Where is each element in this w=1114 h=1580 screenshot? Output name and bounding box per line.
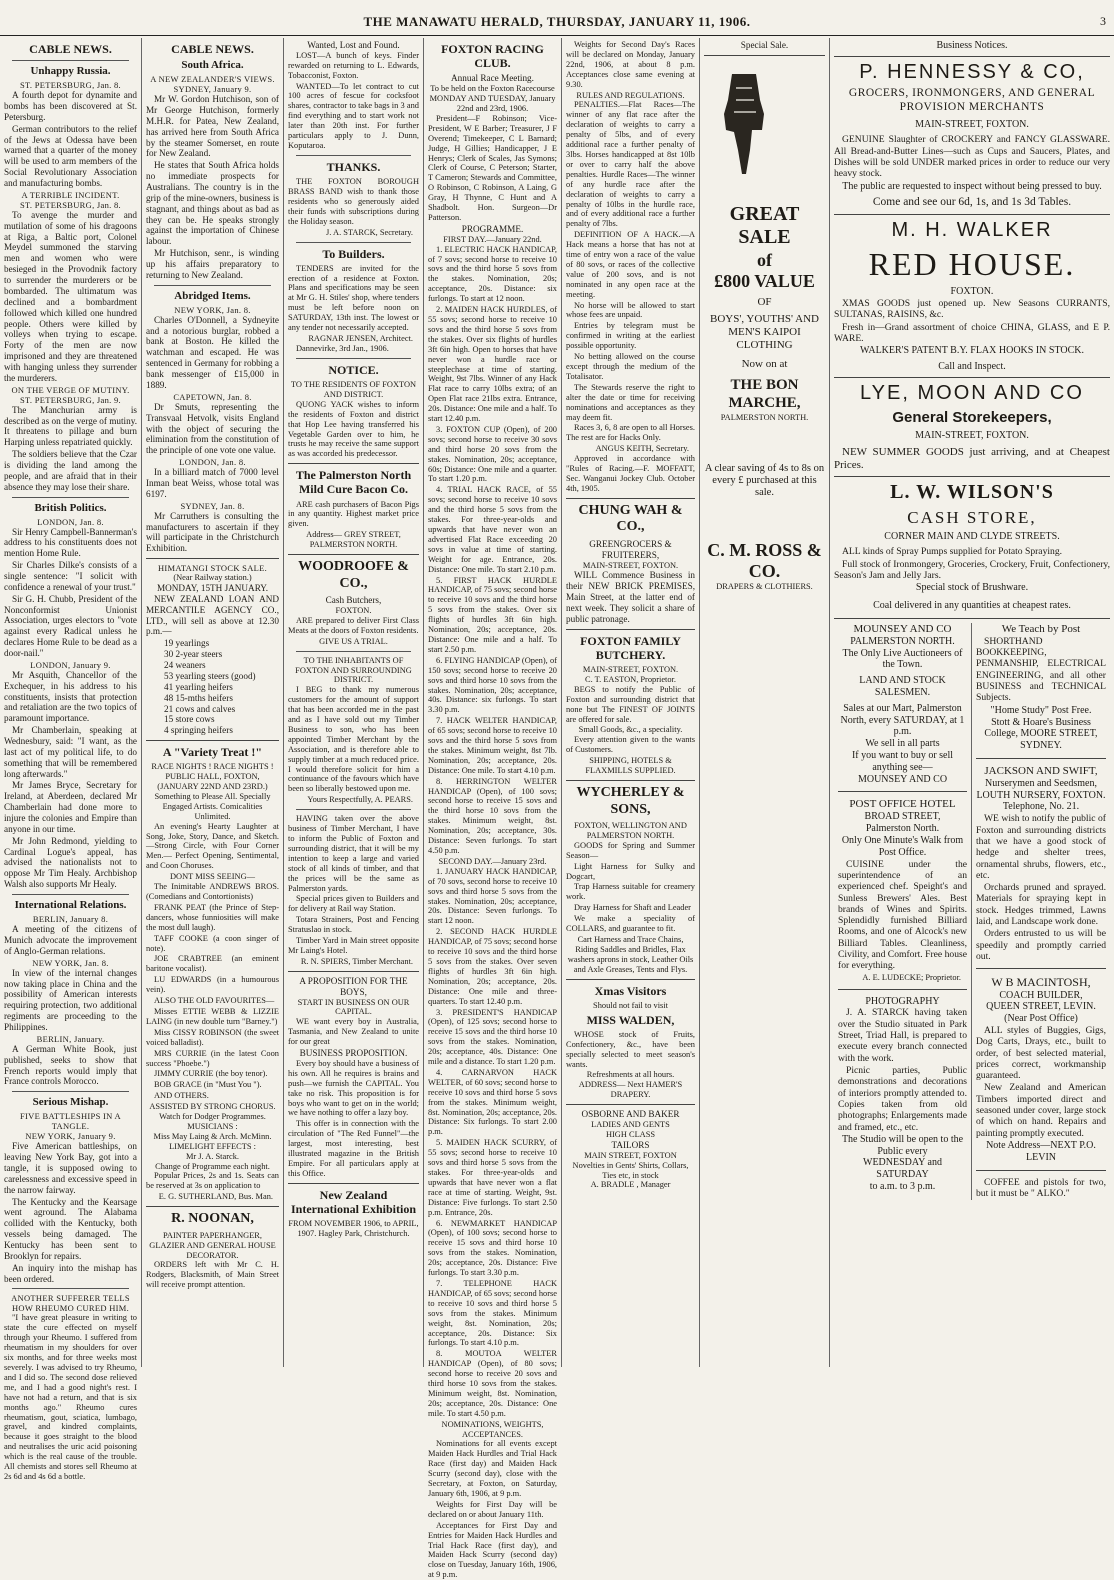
race-entry: 2. MAIDEN HACK HURDLES, of 55 sovs; second horse to receive 10 sovs and the third horse 5 sovs from the stakes. Over six flights of hurdles 3ft 6in high. Open to horses that have never won a hurdle race or steeplechase at time of starting. Weight, 9st 7lbs. Winner of any Hack Flat race to carry 10lbs extra; of an Open Flat race 21lbs extra. Entrance, 20s. Distance: One mile and a half. To start 12.40 p.m.	[428, 305, 557, 424]
article-paragraph: In a billiard match of 7000 level Inman beat Weiss, whose total was 6197.	[146, 467, 279, 499]
red-house: RED HOUSE.	[868, 245, 1076, 282]
article-paragraph: Charles O'Donnell, a Sydneyite and a notorious burglar, robbed a bank at Boston. He killed the watchman and escaped. He was sentenced in Germany for robbing a bank messenger of £15,000 in 1889.	[146, 314, 279, 390]
variety-text: MUSICIANS :	[187, 1121, 238, 1131]
wilson-text: ALL kinds of Spray Pumps supplied for Potato Spraying.	[842, 546, 1063, 558]
race-entry: 8. MOUTOA WELTER HANDICAP (Open), of 80 sovs; second horse to receive 20 sovs and third horse 10 sovs from the stakes. Minimum weight, 8st. Nomination, 20s; acceptance, 20s. Distance: One mile. To start 4.50 p.m.	[428, 1349, 557, 1418]
article-paragraph: A meeting of the citizens of Munich advocate the improvement of Anglo-German relations.	[4, 924, 137, 956]
lye-moon-heading: LYE, MOON AND CO	[860, 381, 1084, 404]
wycherley-text: Dray Harness for Shaft and Leader	[574, 903, 691, 913]
column-4	[424, 38, 562, 1580]
mounsey-signature: MOUNSEY AND CO	[857, 773, 948, 785]
page-columns	[0, 38, 1114, 1580]
dateline: NEW YORK, January 9.	[25, 1131, 116, 1142]
butchery-text: Small Goods, &c., a speciality.	[578, 725, 683, 735]
article-paragraph: The soldiers believe that the Czar is dividing the land among the people, and are afraid that in their absence they may lose their share.	[4, 449, 137, 492]
rules-text: PENALTIES.—Flat Races—The winner of any flat race after the declaration of weights to carry a penalty of 5lbs, and of every additional race a further penalty of 3lbs. Horses handicapped at 8st 10lb or over to carry half the above penalties. Hurdle Races—The winner of any hurdle race after the declaration of weights to carry a penalty of 10lbs in the hurdle race, and of every additional race a further penalty of 7lbs.	[566, 100, 695, 229]
sale-value: £800 VALUE	[714, 271, 815, 292]
mounsey-text: LAND AND STOCK SALESMEN.	[859, 675, 946, 699]
variety-dates: (JANUARY 22ND AND 23RD.)	[157, 782, 268, 792]
left-ads	[834, 623, 972, 1200]
race-entry: 6. NEWMARKET HANDICAP (Open), of 100 sovs; second horse to receive 15 sovs and third horse 10 sovs from the stakes. Nomination, 20s; acceptance, 20s. Distance: Five furlongs. To start 3.30 p.m.	[428, 1218, 557, 1278]
dateline: LONDON, January 9.	[30, 659, 111, 670]
macintosh-text: New Zealand and American Timbers imported direct and seasoned under cover, large stock of which on hand. Repairs and painting promptly executed.	[976, 1082, 1106, 1139]
teach-text: Stott & Hoare's Business College, MOORE STREET, SYDNEY.	[984, 716, 1098, 752]
rules-text: Entries by telegram must be confirmed in writing at the earliest possible opportunity.	[566, 321, 695, 351]
lye-moon-sub: General Storekeepers,	[892, 408, 1052, 426]
boys-text: Every boy should have a business of his own. All he requires is brains and push—we furnish the CAPITAL. You take no risk. This proposition is for boys who want to get on in the world; we have nothing to offer a lazy boy.	[288, 1058, 419, 1118]
race-entry: 8. HERRINGTON WELTER HANDICAP (Open), of 100 sovs; second horse to receive 15 sovs and the third horse 10 sovs from the stakes. Minimum weight, 8st. Nomination, 20s; acceptance, 30s. Distance: Seven furlongs. To start 4.50 p.m.	[428, 776, 557, 855]
variety-text: Something to Please All. Specially Engaged Artists. Comicalities Unlimited.	[154, 791, 271, 821]
article-paragraph: Mr W. Gordon Hutchison, son of Mr George Hutchison, formerly M.H.R. for Patea, New Zealand, has arrived here from South Africa by the steamer Somerset, en route for New Zealand.	[146, 94, 279, 159]
variety-text: Miss CISSY ROBINSON (the sweet voiced balladist).	[146, 1027, 279, 1047]
unhappy-russia-heading: Unhappy Russia.	[30, 65, 111, 78]
rules-heading: RULES AND REGULATIONS.	[576, 90, 685, 100]
race-entry: 6. FLYING HANDICAP (Open), of 150 sovs; second horse to receive 20 sovs and third horse 10 sovs from the stakes. Nomination, 20s; acceptance, 40s. Distance: six furlongs. To start 3.30 p.m.	[428, 655, 557, 715]
rules-text: DEFINITION OF A HACK.—A Hack means a horse that has not at time of entry won a race of the value of 80 sovs, or races of the collective value of 200 sovs, and is not nominated in any open race at the meeting.	[566, 230, 695, 299]
teach-text: "Home Study" Post Free.	[990, 704, 1092, 716]
article-paragraph: Five American battleships, on leaving New York Bay, got into a tangle, it is supposed owing to carelessness and excessive speed in the narrow fairway.	[4, 1141, 137, 1195]
mounsey-text: The Only Live Auctioneers of the Town.	[842, 647, 963, 671]
walker-text: Call and Inspect.	[938, 361, 1006, 373]
business-notices-label: Business Notices.	[936, 40, 1008, 51]
rheumo-ad-heading: ANOTHER SUFFERER TELLS HOW RHEUMO CURED HIM.	[11, 1293, 130, 1314]
race-nights: RACE NIGHTS ! RACE NIGHTS !	[151, 762, 274, 772]
photography-text: Picnic parties, Public demonstrations and decorations of interiors promptly attended to. Copies taken from old photographs; Enlargements made and framed, etc., etc.	[838, 1064, 967, 1133]
variety-text: ASSISTED BY STRONG CHORUS.	[149, 1102, 276, 1112]
stock-item: 48 15-mths heifers	[164, 692, 233, 703]
variety-treat-heading: A "Variety Treat !"	[162, 745, 263, 760]
hennessy-sub: GROCERS, IRONMONGERS, AND GENERAL PROVISION MERCHANTS	[848, 87, 1096, 113]
second-day: SECOND DAY.—January 23rd.	[438, 856, 547, 866]
article-paragraph: The Kentucky and the Kearsage went aground. The Alabama collided with the Kentucky, both vessels being damaged. The Kentucky has been sent to Brooklyn for repairs.	[4, 1196, 137, 1261]
butchery-text: Every attention given to the wants of Customers.	[566, 735, 695, 755]
butchery-heading: FOXTON FAMILY BUTCHERY.	[580, 633, 681, 662]
dateline: SYDNEY, Jan. 8.	[180, 500, 245, 511]
sale-description: BOYS', YOUTHS' AND MEN'S KAIPOI CLOTHING	[710, 313, 819, 352]
osborne-text: Novelties in Gents' Shirts, Collars, Ties etc, in stock	[572, 1160, 689, 1180]
article-paragraph: Sir Henry Campbell-Bannerman's address to his constituents does not mention Home Rule.	[4, 526, 137, 559]
programme-heading: PROGRAMME.	[461, 223, 524, 234]
race-entry: 7. HACK WELTER HANDICAP, of 65 sovs; second horse to receive 10 sovs and the third horse 5 sovs from the stakes. Minimum weight, 8st 7lb. Nomination, 20s; acceptance, 20s. Distance: One mile. To start 4.10 p.m.	[428, 716, 557, 775]
thanks-signature: J. A. STARCK, Secretary.	[326, 227, 413, 237]
stock-sale-sub: (Near Railway station.)	[173, 573, 252, 583]
exhibition-text: FROM NOVEMBER 1906, to APRIL, 1907. Hagley Park, Christchurch.	[288, 1219, 419, 1238]
wanted-heading: Wanted, Lost and Found.	[307, 40, 400, 50]
stock-item: 15 store cows	[164, 714, 215, 725]
rules-text: No betting allowed on the course except through the medium of the Totalisator.	[566, 352, 695, 381]
jackson-swift-text: Orchards pruned and sprayed. Materials for spraying kept in stock. Hedges trimmed, Lawns laid, and Landscape work done.	[976, 882, 1106, 928]
variety-text: Mr J. A. Starck.	[185, 1151, 240, 1161]
masthead	[0, 0, 1114, 36]
builders-text: TENDERS are invited for the erection of a residence at Foxton. Plans and specifications may be seen at Mr G. H. Stiles' shop, where tenders must be left before noon on SATURDAY, 13th inst. The lowest or any tender not necessarily accepted.	[288, 263, 419, 333]
stock-sale-heading: HIMATANGI STOCK SALE.	[157, 563, 268, 574]
exhibition-heading: New Zealand International Exhibition	[290, 1187, 417, 1216]
sale-saving: A clear saving of 4s to 8s on every £ purchased at this sale.	[704, 462, 825, 499]
miss-walden: MISS WALDEN,	[586, 1012, 675, 1027]
thanks-heading: THANKS.	[326, 159, 381, 174]
inhabitants-text: I BEG to thank my numerous customers for the amount of support that has been accorded me in the past and as I have sold out my Timber Business to son, who has been appointed Timber Merchant by the Association, and is therefore able to supply timber at a much reduced price. I would therefore solicit for him a continuance of the favours which have been so liberally bestowed upon me.	[288, 685, 419, 794]
race-entry: 3. PRESIDENT'S HANDICAP (Open), of 125 sovs; second horse to receive 15 sovs and the third horse 10 sovs from the stakes. Nomination, 20s; acceptance, 40s. Distance: One mile and a distance. To start 1.20 p.m.	[428, 1007, 557, 1067]
variety-text: Miss May Laing & Arch. McMinn.	[153, 1131, 272, 1141]
two-column-ads	[834, 623, 1110, 1200]
variety-text: An evening's Hearty Laughter at Song, Joke, Story, Dance, and Sketch.—Strong Circle, with Four Corner Men.— Perfect Opening, Sentimental, and Coon Choruses.	[146, 821, 279, 871]
post-office-signature: A. E. LUDECKE; Proprietor.	[862, 972, 961, 982]
race-entry: 7. TELEPHONE HACK HANDICAP, of 65 sovs; second horse to receive 10 sovs and third horse 5 sovs from the stakes. Minimum weight, 8st. Nomination, 20s; acceptance, 20s. Distance: Six furlongs. To start 4.10 p.m.	[428, 1278, 557, 1348]
osborne-signature: A. BRADLE , Manager	[590, 1180, 671, 1190]
jackson-swift-phone: Telephone, No. 21.	[1002, 801, 1080, 813]
teach-heading: We Teach by Post	[1001, 622, 1081, 635]
palmerston-north: PALMERSTON NORTH.	[720, 412, 809, 422]
jackson-swift-sub: Nurserymen and Seedsmen,	[985, 777, 1097, 789]
photography-days: WEDNESDAY and SATURDAY	[863, 1157, 942, 1181]
mounsey-sub: PALMERSTON NORTH.	[850, 635, 955, 647]
hennessy-street: MAIN-STREET, FOXTON.	[915, 118, 1029, 130]
variety-text: FRANK PEAT (the Prince of Step-dancers, whose funniosities will make the most dull laugh).	[146, 902, 279, 932]
photography-heading: PHOTOGRAPHY	[865, 995, 940, 1007]
dateline: BERLIN, January 8.	[32, 914, 109, 925]
sale-of: OF	[757, 296, 772, 309]
stock-item: 19 yearlings	[164, 638, 210, 649]
article-paragraph: Mr James Bryce, Secretary for Ireland, at Aberdeen, declared Mr Chamberlain had done more to injure the colonies and Empire than anyone in our time.	[4, 780, 137, 834]
british-politics-heading: British Politics.	[34, 501, 107, 514]
article-paragraph: Sir G. H. Chubb, President of the Nonconformist Unionist Association, urges electors to "vote against every Radical unless he declares Home Rule to be dead as a door-nail."	[4, 593, 137, 658]
article-paragraph: Mr Hutchison, senr., is winding up his affairs preparatory to returning to New Zealand.	[146, 248, 279, 280]
hennessy-heading: P. HENNESSY & CO,	[859, 60, 1085, 83]
stock-sale-date: MONDAY, 15TH JANUARY.	[156, 583, 269, 594]
wycherley-text: We make a speciality of COLLARS, and guarantee to fit.	[566, 914, 695, 934]
rheumo-ad-text: "I have great pleasure in writing to state the cure effected on myself through your Rheumo. I suffered from rheumatism in my shoulders for over six months, and for three weeks most severely. I was advised to try Rheumo, and I did so. The second dose relieved me, and I had a good night's rest. I have not had a return, and that is six months ago." Rheumo cures rheumatism, gout, sciatica, lumbago, gravel, and kindred complaints, because it goes straight to the blood and neutralises the uric acid poisoning which is the real cause of the trouble. All chemists and stores sell Rheumo at 2s 6d and 4s 6d a bottle.	[4, 1313, 137, 1481]
macintosh-address: Note Address—NEXT P.O. LEVIN	[986, 1140, 1096, 1163]
mounsey-text: If you want to buy or sell anything see—	[851, 750, 954, 773]
photography-text: The Studio will be open to the Public every	[841, 1133, 964, 1157]
stock-sale-text: NEW ZEALAND LOAN AND MERCANTILE AGENCY CO., LTD., will sell as above at 12.30 p.m.—	[146, 593, 279, 637]
macintosh-street: QUEEN STREET, LEVIN.	[986, 1001, 1096, 1013]
post-office-text: Only One Minute's Walk from Post Office.	[841, 834, 964, 858]
cable-news-heading-2: CABLE NEWS.	[171, 42, 254, 56]
walker-town: FOXTON.	[950, 286, 994, 298]
wycherley-heading: WYCHERLEY & SONS,	[576, 785, 685, 817]
builders-signature: RAGNAR JENSEN, Architect.	[308, 334, 413, 344]
rules-text: Approved in accordance with "Rules of Racing.—F. MOFFATT, Sec. Wanganui Jockey Club. October 4th, 1905.	[566, 454, 695, 493]
hennessy-text: GENUINE Slaughter of CROCKERY and FANCY GLASSWARE. All Bread-and-Butter Lines—such as Cups and Saucers, Plates, and Dishes will be sold UNDER marked prices in order to reduce our very heavy stock.	[834, 134, 1110, 180]
newspaper-title: THE MANAWATU HERALD, THURSDAY, JANUARY 11, 1906.	[363, 14, 751, 29]
chung-wah-street: MAIN-STREET, FOXTON.	[582, 560, 679, 570]
teach-text: SHORTHAND BOOKKEEPING, PENMANSHIP, ELECTRICAL ENGINEERING, and all other BUSINESS and TECHNICAL Subjects.	[976, 635, 1106, 704]
lost-notice: LOST—A bunch of keys. Finder rewarded on returning to L. Edwards, Tobacconist, Foxton.	[288, 50, 419, 80]
jackson-swift-heading: JACKSON AND SWIFT,	[984, 764, 1098, 777]
dateline: NEW YORK, Jan. 8.	[174, 304, 251, 315]
wycherley-sub: FOXTON, WELLINGTON AND PALMERSTON NORTH.	[574, 821, 687, 840]
woodroofe-text: ARE prepared to deliver First Class Meats at the doors of Foxton residents.	[288, 615, 419, 635]
article-paragraph: In view of the internal changes now taking place in China and the possibility of American interests requiring protection, two additional regiments are proceeding to the Philippines.	[4, 967, 137, 1032]
public-hall: PUBLIC HALL, FOXTON,	[165, 772, 260, 782]
dateline: ST. PETERSBURG, Jan. 9.	[20, 394, 121, 405]
article-paragraph: Mr John Redmond, yielding to Cardinal Logue's appeal, has advised the nationalists not to oppose Mr Tim Healy. Archbishop Walsh also supports Mr Healy.	[4, 835, 137, 890]
variety-text: DONT MISS SEEING—	[170, 872, 255, 882]
bacon-address: Address— GREY STREET, PALMERSTON NORTH.	[306, 530, 401, 550]
dateline: BERLIN, January.	[36, 1033, 105, 1044]
boys-heading: A PROPOSITION FOR THE BOYS,	[299, 975, 408, 997]
timber-signature: R. N. SPIERS, Timber Merchant.	[300, 956, 413, 966]
race-entry: 4. CARNARVON HACK WELTER, of 60 sovs; second horse to receive 10 sovs and third horse 5 sovs from the stakes. Minimum weight, 8st. Nomination, 20s; acceptance, 20s. Distance: Six furlongs. To start 2.00 p.m.	[428, 1067, 557, 1137]
column-1	[0, 38, 142, 1481]
racing-club-heading: FOXTON RACING CLUB.	[441, 42, 544, 71]
serious-mishap-heading: Serious Mishap.	[32, 1096, 109, 1109]
bacon-text: ARE cash purchasers of Bacon Pigs in any quantity. Highest market price given.	[288, 499, 419, 529]
jackson-swift-text: WE wish to notify the public of Foxton and surrounding districts that we have a good stock of hedge and shelter trees, ornamental shrubs, flowers, etc., etc.	[976, 813, 1106, 881]
variety-text: JOE CRABTREE (an eminent baritone vocalist).	[146, 954, 279, 974]
pointing-hand-icon	[704, 70, 784, 180]
variety-text: ALSO THE OLD FAVOURITES—	[154, 996, 275, 1006]
woodroofe-trial: GIVE US A TRIAL.	[319, 636, 388, 646]
race-entry: 5. MAIDEN HACK SCURRY, of 55 sovs; second horse to receive 10 sovs and third horse 5 sovs from the stakes. For three-year-olds and upwards that have never won a flat race at time of starting. Weight, 9st. Distance: Five furlongs. To start 2.50 p.m. Entrance, 20s.	[428, 1138, 557, 1217]
mounsey-heading: MOUNSEY AND CO	[853, 622, 952, 635]
lye-moon-street: MAIN-STREET, FOXTON.	[915, 430, 1029, 442]
woodroofe-heading: WOODROOFE & CO.,	[298, 559, 409, 591]
great-sale: GREAT SALE	[729, 202, 800, 249]
business-proposition: BUSINESS PROPOSITION.	[299, 1048, 408, 1059]
coffee-text: COFFEE and pistols for two, but it must be " ALKO."	[976, 1176, 1106, 1199]
nominations-text: Weights for First Day will be declared on or about January 11th.	[428, 1499, 557, 1519]
great-sale-of: of	[757, 249, 772, 270]
article-paragraph: A fourth depot for dynamite and bombs has been discovered at St. Petersburg.	[4, 90, 137, 122]
rules-text: Races 3, 6, 8 are open to all Horses. The rest are for Hacks Only.	[566, 423, 695, 443]
abridged-items-heading: Abridged Items.	[174, 289, 251, 302]
article-paragraph: Mr Asquith, Chancellor of the Exchequer, in his address to his constituents, insists that protection and retaliation are the two topics of paramount importance.	[4, 669, 137, 724]
column-6	[700, 38, 830, 1367]
racing-text: To be held on the Foxton Racecourse	[430, 84, 555, 94]
ross-heading: C. M. ROSS & CO.	[707, 539, 822, 581]
inhabitants-heading: TO THE INHABITANTS OF FOXTON AND SURROUNDING DISTRICT.	[295, 655, 412, 685]
osborne-sub: HIGH CLASS	[605, 1129, 656, 1139]
variety-text: BOB GRACE (in "Must You ").	[154, 1080, 262, 1090]
stock-item: 53 yearling steers (good)	[164, 670, 256, 681]
wycherley-text: GOODS for Spring and Summer Season—	[566, 840, 695, 860]
variety-text: Change of Programme each night.	[155, 1161, 270, 1171]
wilson-text: Full stock of Ironmongery, Groceries, Crockery, Fruit, Confectionery, Season's Jam and Jelly Jars.	[834, 558, 1110, 581]
butchery-street: MAIN-STREET, FOXTON.	[582, 665, 679, 675]
article-paragraph: To avenge the murder and mutilation of some of his dragoons at Riga, a Baltic port, Colonel Meydel summoned the starving men and women who were besieged in the Provodnik factory to surrender the murderers or be bombarded. The ultimatum was declined and a bombardment followed which killed one hundred people. Others were killed by volleys when trying to escape. Forty of the men are now imprisoned and they are threatened with hanging unless they surrender the murderers.	[4, 209, 137, 383]
racing-sub: Annual Race Meeting.	[451, 73, 534, 84]
photography-hours: to a.m. to 3 p.m.	[869, 1181, 936, 1193]
dateline: NEW YORK, Jan. 8.	[32, 957, 109, 968]
subhead: A NEW ZEALANDER'S VIEWS.	[150, 74, 275, 85]
wilson-coal: Coal delivered in any quantities at cheapest rates.	[873, 600, 1071, 612]
walker-text: XMAS GOODS just opened up. New Seasons CURRANTS, SULTANAS, RAISINS, &c.	[834, 298, 1110, 321]
variety-text: The Inimitable ANDREWS BROS. (Comedians and Contortionists)	[146, 882, 279, 902]
macintosh-heading: W B MACINTOSH,	[991, 975, 1091, 990]
stock-item: 24 weaners	[164, 660, 206, 671]
boys-sub: START IN BUSINESS ON OUR CAPITAL.	[297, 997, 410, 1017]
variety-text: LU EDWARDS (in a humourous vein).	[146, 975, 279, 995]
subhead: FIVE BATTLESHIPS IN A TANGLE.	[20, 1111, 121, 1132]
dateline: ST. PETERSBURG, Jan. 8.	[20, 199, 121, 210]
xmas-address: ADDRESS— Next HAMER'S DRAPERY.	[578, 1080, 683, 1100]
butchery-proprietor: C. T. EASTON, Proprietor.	[585, 674, 676, 684]
post-office-town: Palmerston North.	[865, 823, 940, 835]
timber-text: Special prices given to Builders and for delivery at Rail way Station.	[288, 894, 419, 914]
wilson-heading: L. W. WILSON'S	[890, 480, 1054, 503]
butchery-text: BEGS to notify the Public of Foxton and surrounding district that none but The FINEST OF JOINTS are offered for sale.	[566, 684, 695, 724]
weights-text: Weights for Second Day's Races will be declared on Monday, January 22nd, 1906, at about 8 p.m. Acceptances close same evening at 9.30.	[566, 40, 695, 89]
walker-text: Fresh in—Grand assortment of choice CHINA, GLASS, and E P. WARE.	[834, 321, 1110, 344]
macintosh-street: (Near Post Office)	[1004, 1013, 1078, 1025]
chung-wah-text: WILL Commence Business in their NEW BRICK PREMISES, Main Street, at the latter end of next week. They solicit a share of public patronage.	[566, 570, 695, 624]
wilson-text: Special stock of Brushware.	[915, 582, 1029, 594]
racing-officials: President—F Robinson; Vice-President, W E Barber; Treasurer, J F Overend; Timekeeper, C L Barnard; Judge, H Gillies; Handicapper, J E Henrys; Clerk of Scales, Jas Symons; Clerk of Course, C Peterson; Starter, T Cameron; Stewards and Committee, O Robinson, C Robinson, A Laing, G Gray, H Thynne, C Hunt and A Shadbolt. Hon. Surgeon—Dr Patterson.	[428, 113, 557, 222]
osborne-sub: TAILORS	[611, 1139, 650, 1150]
article-paragraph: Mr Carruthers is consulting the manufacturers to ascertain if they will participate in the Christchurch Exhibition.	[146, 510, 279, 554]
race-entry: 2. SECOND HACK HURDLE HANDICAP, of 75 sovs; second horse to receive 10 sovs and the third horse 5 sovs from the stakes. Over seven flights of hurdles 3ft 6in high. Nomination, 20s; acceptance, 20s. Distance: One mile and three-quarters. To start 12.40 p.m.	[428, 927, 557, 1006]
xmas-sub: Should not fail to visit	[593, 1000, 668, 1010]
dateline: CAPETOWN, Jan. 8.	[173, 391, 252, 402]
photography-text: J. A. STARCK having taken over the Studio situated in Park Street, Triad Hall, is prepared to execute every branch connected with the work.	[838, 1007, 967, 1064]
wilson-street: CORNER MAIN AND CLYDE STREETS.	[884, 530, 1060, 542]
post-office-hotel-heading: POST OFFICE HOTEL	[849, 798, 956, 811]
page-number: 3	[1100, 14, 1106, 28]
stock-item: 41 yearling heifers	[164, 681, 233, 692]
xmas-text: Refreshments at all hours.	[586, 1070, 675, 1080]
noonan-text: ORDERS left with Mr C. H. Rodgers, Blacksmith, of Main Street will receive prompt attention.	[146, 1260, 279, 1290]
right-ads	[972, 623, 1110, 1200]
article-paragraph: Mr Chamberlain, speaking at Wednesbury, said: "I want, as the last act of my political life, to do something that will be remembered long afterwards."	[4, 725, 137, 779]
variety-text: AND OTHERS.	[154, 1091, 209, 1101]
bacon-heading: The Palmerston North Mild Cure Bacon Co.	[295, 468, 412, 497]
boys-text: This offer is in connection with the circulation of "The Red Funnel"—the largest, most interesting, best illustrated magazine in the British Empire. For all particulars apply at this Office.	[288, 1119, 419, 1178]
variety-text: JIMMY CURRIE (the boy tenor).	[154, 1069, 268, 1079]
wycherley-text: Cart Harness and Trace Chains, Riding Saddles and Bridles, Flax washers aprons in stock, Leather Oils and Axle Greases, Tents and Flys.	[567, 935, 694, 974]
cable-news-heading: CABLE NEWS.	[29, 42, 112, 56]
post-office-street: BROAD STREET,	[864, 811, 941, 823]
lye-moon-text: NEW SUMMER GOODS just arriving, and at Cheapest Prices.	[834, 445, 1110, 471]
hennessy-tables: Come and see our 6d, 1s, and 1s 3d Tables.	[872, 196, 1072, 209]
south-africa-heading: South Africa.	[181, 59, 244, 72]
dateline: LONDON, Jan. 8.	[179, 457, 246, 468]
builders-heading: To Builders.	[322, 246, 385, 261]
variety-text: MRS CURRIE (in the latest Coon success "Phoebe.")	[146, 1048, 279, 1068]
column-5	[562, 38, 700, 1367]
variety-text: TAFF COOKE (a coon singer of note).	[146, 933, 279, 953]
butchery-text: SHIPPING, HOTELS & FLAXMILLS SUPPLIED.	[585, 756, 676, 776]
notice-sub: TO THE RESIDENTS OF FOXTON AND DISTRICT.	[290, 379, 417, 399]
race-entry: 3. FOXTON CUP (Open), of 200 sovs; second horse to receive 30 sovs and third horse 20 sovs from the stakes. Nomination, 20s; acceptance, 60s; Distance: One mile and a quarter. To start 1.20 p.m.	[428, 424, 557, 484]
article-paragraph: The Manchurian army is described as on the verge of mutiny. It threatens to pillage and burn Harping unless repatriated quickly.	[4, 404, 137, 448]
stock-item: 30 2-year steers	[164, 649, 223, 660]
article-paragraph: German contributors to the relief of the Jews at Odessa have been warned that a quarter of the money will be used to arm members of the Social Revolutionary Association and manufacturing bombs.	[4, 123, 137, 189]
nominations-heading: NOMINATIONS, WEIGHTS, ACCEPTANCES.	[441, 1419, 544, 1439]
nominations-text: Nominations for all events except Maiden Hack Hurdles and Trial Hack Race (first day) and Maiden Hack Scurry (second day), close with the Secretary, at Foxton, on Saturday, January 6th, 1906, at 9 p.m.	[428, 1439, 557, 1498]
dateline: LONDON, Jan. 8.	[37, 516, 104, 527]
hennessy-text: The public are requested to inspect without being pressed to buy.	[842, 180, 1102, 192]
article-paragraph: A German White Book, just published, seeks to show that French reports would imply that France controls Morocco.	[4, 1043, 137, 1087]
boys-text: WE want every boy in Australia, Tasmania, and New Zealand to unite for our great	[288, 1017, 419, 1047]
thanks-text: THE FOXTON BOROUGH BRASS BAND wish to thank those residents who so generously aided their funds with subscriptions during the Holiday season.	[288, 177, 419, 226]
dateline: ST. PETERSBURG, Jan. 8.	[20, 80, 121, 91]
variety-text: Popular Prices, 2s and 1s. Seats can be reserved at 3s on application to	[146, 1171, 279, 1191]
wanted-notice: WANTED—To let contract to cut 100 acres of fescue for cocksfoot shares, contractor to take bags in 3 and find everything and to start work not later than 20th inst. For further particulars apply to J. Dunn, Koputaroa.	[288, 81, 419, 151]
chung-wah-heading: CHUNG WAH & CO.,	[578, 502, 683, 535]
noonan-sub: PAINTER PAPERHANGER, GLAZIER AND GENERAL HOUSE DECORATOR.	[149, 1230, 276, 1260]
wycherley-text: Trap Harness suitable for creamery work.	[566, 882, 695, 902]
special-sale-label: Special Sale.	[740, 40, 789, 50]
international-relations-heading: International Relations.	[14, 899, 127, 912]
builders-date: Dannevirke, 3rd Jan., 1906.	[296, 343, 389, 353]
nominations-text: Acceptances for First Day and Entries for Maiden Hack Hurdles and Trial Hack Race (first day), and Maiden Hack Scurry (second day) close on Tuesday, January 16th, 1906, at 9 p.m.	[428, 1520, 557, 1580]
walker-text: WALKER'S PATENT B.Y. FLAX HOOKS IN STOCK.	[860, 345, 1084, 357]
wilson-sub: CASH STORE,	[907, 507, 1037, 527]
noonan-heading: R. NOONAN,	[171, 1211, 254, 1227]
column-3	[284, 38, 424, 1367]
mounsey-text: We sell in all parts	[865, 738, 940, 750]
subhead: ON THE VERGE OF MUTINY.	[11, 384, 130, 395]
race-entry: 5. FIRST HACK HURDLE HANDICAP, of 75 sovs; second horse to receive 10 sovs and the third horse 5 sovs from the stakes. Over six flights of hurdles 3ft 6in high. Nomination, 20s; acceptance, 20s. Distance: One mile and a half. To start 2.50 p.m.	[428, 575, 557, 654]
variety-text: LIMELIGHT EFFECTS :	[169, 1141, 256, 1151]
xmas-text: WHOSE stock of Fruits, Confectionery, &c., have been specially selected to meet season's wants.	[566, 1029, 695, 1069]
chung-wah-sub: GREENGROCERS & FRUITERERS,	[589, 538, 672, 560]
rules-text: The Stewards reserve the right to alter the date or time for receiving nominations and acceptances as they may deem fit.	[566, 382, 695, 422]
sale-now-on: Now on at	[741, 358, 788, 371]
bon-marche: THE BON MARCHE,	[728, 377, 801, 411]
race-entry: 4. TRIAL HACK RACE, of 55 sovs; second horse to receive 10 sovs and the third horse 5 sovs from the stakes. For three-year-olds and upwards that have never won an advertised Flat Race exceeding 20 sovs in value at time of starting. Weight for age. Entrance, 20s. Distance: One mile. To start 2.10 p.m.	[428, 485, 557, 574]
jackson-swift-text: Orders entrusted to us will be speedily and promptly carried out.	[976, 928, 1106, 963]
variety-signature: E. G. SUTHERLAND, Bus. Man.	[158, 1192, 273, 1202]
osborne-baker-heading: OSBORNE AND BAKER	[581, 1109, 680, 1120]
first-day: FIRST DAY.—January 22nd.	[443, 234, 542, 244]
xmas-visitors-heading: Xmas Visitors	[594, 983, 667, 998]
walker-heading: M. H. WALKER	[891, 218, 1053, 241]
timber-text: Timber Yard in Main street opposite Mr Laing's Hotel.	[288, 936, 419, 955]
osborne-sub: LADIES AND GENTS	[591, 1120, 670, 1130]
timber-text: HAVING taken over the above business of Timber Merchant, I have to inform the Public of Foxton and surrounding district, that it will be my intention to keep a large and varied stock of all kinds of timber, and that the prices will be the same as Palmerston yards.	[288, 814, 419, 893]
osborne-street: MAIN STREET, FOXTON	[584, 1150, 677, 1160]
rules-signature: ANGUS KEITH, Secretary.	[595, 444, 689, 454]
macintosh-text: ALL styles of Buggies, Gigs, Dog Carts, Drays, etc., built to order, of best selected material, prices correct, workmanship guaranteed.	[976, 1024, 1106, 1082]
jackson-swift-street: LOUTH NURSERY, FOXTON.	[976, 789, 1106, 801]
rules-text: No horse will be allowed to start whose fees are unpaid.	[566, 300, 695, 320]
stock-item: 4 springing heifers	[164, 725, 233, 736]
race-entry: 1. ELECTRIC HACK HANDICAP, of 7 sovs; second horse to receive 10 sovs and the third horse 5 sovs from the stakes. Nomination, 20s; acceptance, 20s. Distance: six furlongs. To start at 12 noon.	[428, 244, 557, 304]
notice-text: QUONG YACK wishes to inform the residents of Foxton and district that Hop Lee having transferred his Vegetable Garden over to him, he trusts he may receive the same support as was accorded his predecessor.	[288, 399, 419, 459]
variety-text: Watch for Dodger Programmes.	[159, 1112, 266, 1122]
article-paragraph: An inquiry into the mishap has been ordered.	[4, 1262, 137, 1284]
article-paragraph: Sir Charles Dilke's consists of a single sentence: "I solicit with confidence a renewal of your trust."	[4, 560, 137, 592]
article-paragraph: Dr Smuts, representing the Transvaal Hetvolk, visits England with the object of securing the elimination from the constitution of the principle of one vote one value.	[146, 401, 279, 456]
timber-text: Totara Strainers, Post and Fencing Stratuslao in stock.	[288, 915, 419, 935]
dateline: SYDNEY, January 9.	[173, 84, 252, 95]
stock-item: 21 cows and calves	[164, 703, 236, 714]
wycherley-text: Light Harness for Sulky and Dogcart,	[566, 861, 695, 881]
race-entry: 1. JANUARY HACK HANDICAP, of 70 sovs, second horse to receive 10 sovs and third horse 5 sovs from the stakes. Nomination, 20s; acceptance, 20s. Distance: Seven furlongs. To start 12 noon.	[428, 866, 557, 926]
woodroofe-sub: Cash Butchers,	[325, 595, 382, 606]
racing-dates: MONDAY AND TUESDAY, January 22nd and 23rd, 1906.	[429, 94, 556, 113]
notice-heading: NOTICE.	[328, 362, 379, 377]
post-office-text: CUISINE under the superintendence of an experienced chef. Speight's and Sunless Brewers' Ales. Best brands of Wines and Spirits. Splendidly furnished Billiard Rooms, and one of Alcock's new Billiard Tables. Cleanliness, Civility, and Comfort. Free house for everything.	[838, 858, 967, 972]
inhabitants-signature: Yours Respectfully, A. PEARS.	[307, 795, 413, 805]
variety-text: Misses ETTIE WEBB & LIZZIE LAING (in new double turn "Barney.")	[146, 1006, 279, 1026]
article-paragraph: He states that South Africa holds no immediate prospects for Australians. The country is in the grip of the mine-owners, business is stagnant, and things about as bad as they can be. He speaks strongly against the importation of Chinese labour.	[146, 160, 279, 247]
stock-list	[146, 638, 279, 736]
column-7	[830, 38, 1114, 1367]
macintosh-sub: COACH BUILDER,	[999, 989, 1083, 1001]
subhead: A TERRIBLE INCIDENT.	[21, 189, 120, 200]
woodroofe-town: FOXTON.	[335, 605, 372, 615]
column-2	[142, 38, 284, 1367]
mounsey-text: Sales at our Mart, Palmerston North, every SATURDAY, at 1 p.m.	[840, 702, 965, 738]
ross-sub: DRAPERS & CLOTHIERS.	[716, 582, 813, 592]
